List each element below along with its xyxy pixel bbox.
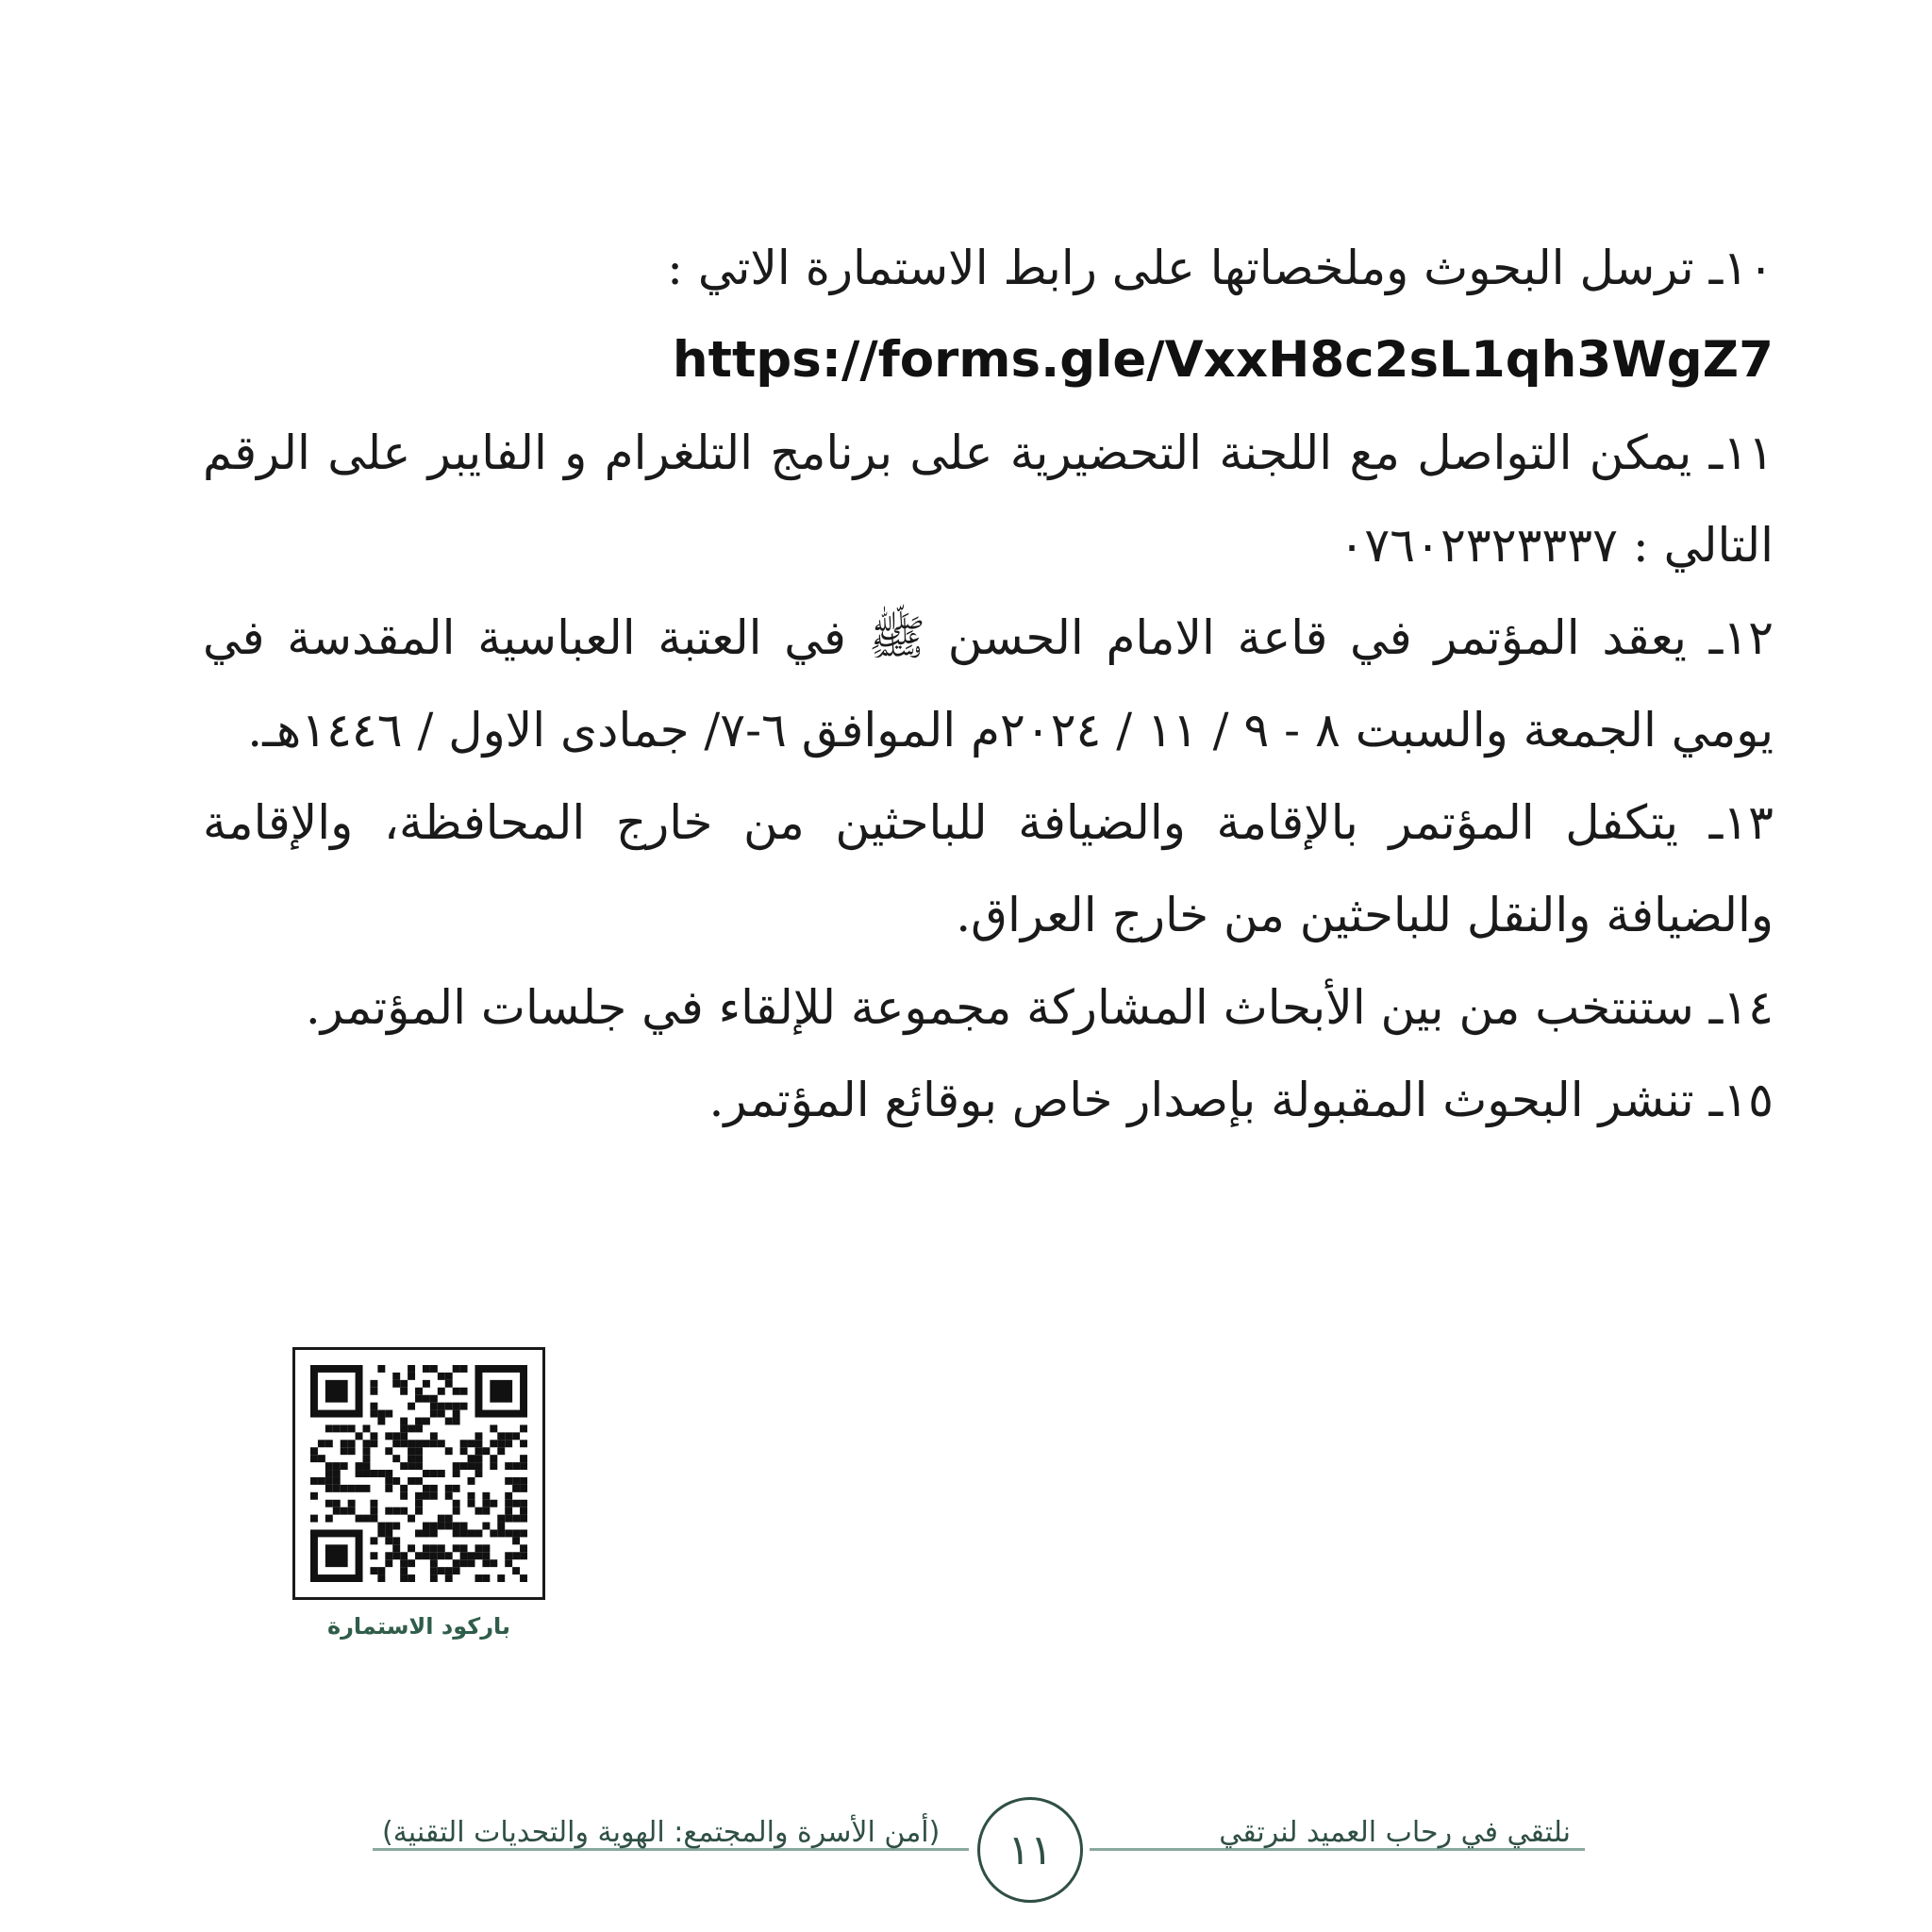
page-footer	[0, 1797, 1932, 1901]
form-link[interactable]: https://forms.gle/VxxH8c2sL1qh3WgZ7	[672, 331, 1774, 389]
conditions-list	[203, 222, 1774, 1146]
item-11: ١١ـ يمكن التواصل مع اللجنة التحضيرية على برنامج التلغرام و الفايبر على الرقم التالي : ٠٧٦٠٢٣٢٣٣٣٧	[203, 425, 1774, 573]
item-13: ١٣ـ يتكفل المؤتمر بالإقامة والضيافة للباحثين من خارج المحافظة، والإقامة والضيافة والنقل للباحثين من خارج العراق.	[203, 795, 1774, 942]
footer-slogan: نلتقي في رحاب العميد لنرتقي	[1219, 1816, 1571, 1849]
item-15: ١٥ـ تنشر البحوث المقبولة بإصدار خاص بوقائع المؤتمر.	[708, 1073, 1774, 1127]
page-number: ١١	[977, 1797, 1083, 1903]
qr-code-icon	[310, 1365, 527, 1582]
qr-caption: باركود الاستمارة	[326, 1613, 511, 1640]
footer-conference-title: (أمن الأسرة والمجتمع: الهوية والتحديات التقنية)	[382, 1816, 941, 1849]
item-12: ١٢ـ يعقد المؤتمر في قاعة الامام الحسن ﷺ في العتبة العباسية المقدسة في يومي الجمعة والسبت ٨ - ٩ / ١١ / ٢٠٢٤م الموافق ٦-٧/ جمادى الاول / ١٤٤٦هـ.	[203, 610, 1774, 758]
item-14: ١٤ـ ستنتخب من بين الأبحاث المشاركة مجموعة للإلقاء في جلسات المؤتمر.	[305, 980, 1774, 1035]
qr-code-frame	[292, 1347, 545, 1600]
item-10: ١٠ـ ترسل البحوث وملخصاتها على رابط الاستمارة الاتي :	[667, 241, 1774, 295]
